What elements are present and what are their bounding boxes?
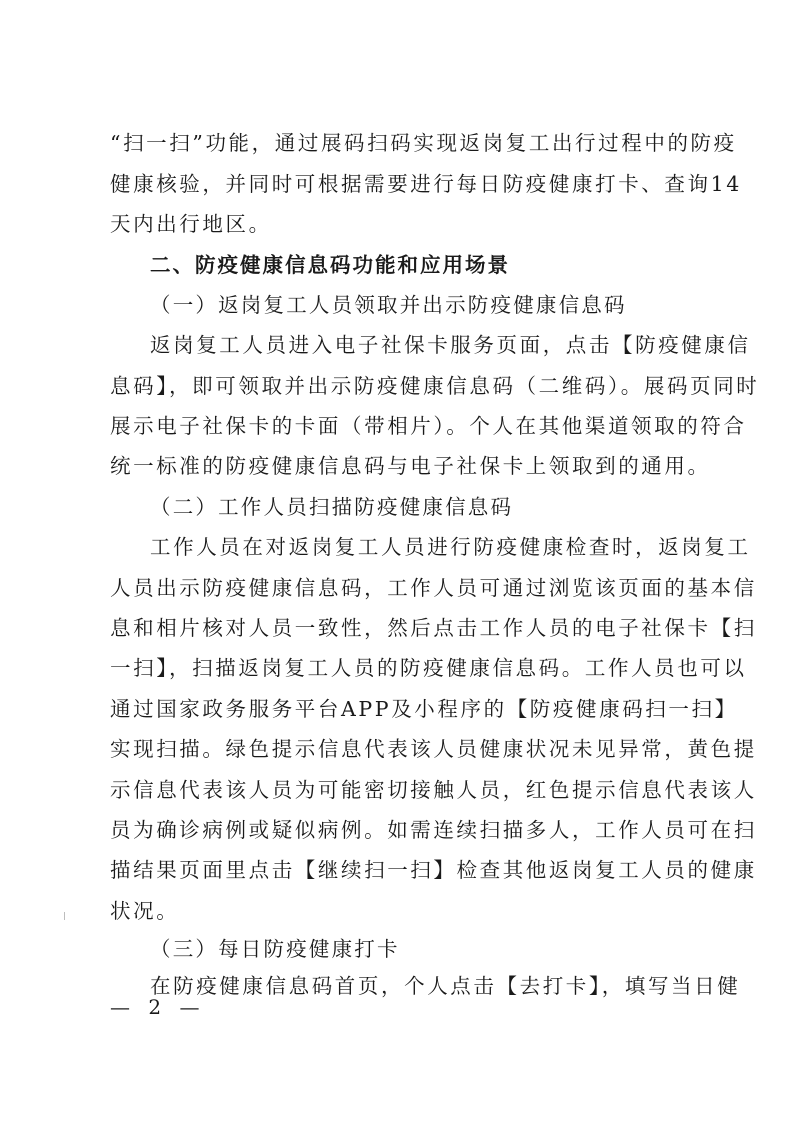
body-text-line: 返岗复工人员进入电子社保卡服务页面，点击【防疫健康信 xyxy=(150,333,751,357)
margin-mark xyxy=(64,912,65,920)
page-number: — 2 — xyxy=(110,995,206,1019)
body-text-line: 统一标准的防疫健康信息码与电子社保卡上领取到的通用。 xyxy=(110,454,711,478)
body-text-line: 描结果页面里点击【继续扫一扫】检查其他返岗复工人员的健康 xyxy=(110,858,757,882)
body-text-line: 实现扫描。绿色提示信息代表该人员健康状况未见异常，黄色提 xyxy=(110,737,757,761)
body-text-line: 健康核验，并同时可根据需要进行每日防疫健康打卡、查询14 xyxy=(110,172,742,196)
body-text-line: 人员出示防疫健康信息码，工作人员可通过浏览该页面的基本信 xyxy=(110,576,757,600)
body-text-line: 示信息代表该人员为可能密切接触人员，红色提示信息代表该人 xyxy=(110,778,757,802)
body-text-line: 工作人员在对返岗复工人员进行防疫健康检查时，返岗复工 xyxy=(150,535,751,559)
body-text-line: 一扫】，扫描返岗复工人员的防疫健康信息码。工作人员也可以 xyxy=(110,656,747,680)
body-text-line: 通过国家政务服务平台APP及小程序的【防疫健康码扫一扫】 xyxy=(110,697,738,721)
subsection-heading: （一）返岗复工人员领取并出示防疫健康信息码 xyxy=(150,293,627,317)
body-text-line: 员为确诊病例或疑似病例。如需连续扫描多人，工作人员可在扫 xyxy=(110,818,757,842)
subsection-heading: （三）每日防疫健康打卡 xyxy=(150,937,400,961)
body-text-line: “扫一扫”功能，通过展码扫码实现返岗复工出行过程中的防疫 xyxy=(110,131,737,155)
body-text-line: 展示电子社保卡的卡面（带相片）。个人在其他渠道领取的符合 xyxy=(110,414,747,438)
section-heading: 二、防疫健康信息码功能和应用场景 xyxy=(150,253,510,277)
body-text-line: 天内出行地区。 xyxy=(110,212,272,236)
body-text-line: 息码】，即可领取并出示防疫健康信息码（二维码）。展码页同时 xyxy=(110,374,760,398)
subsection-heading: （二）工作人员扫描防疫健康信息码 xyxy=(150,495,514,519)
body-text-line: 状况。 xyxy=(110,899,180,923)
body-text-line: 息和相片核对人员一致性，然后点击工作人员的电子社保卡【扫 xyxy=(110,616,757,640)
body-text-line: 在防疫健康信息码首页，个人点击【去打卡】，填写当日健 xyxy=(150,974,741,998)
